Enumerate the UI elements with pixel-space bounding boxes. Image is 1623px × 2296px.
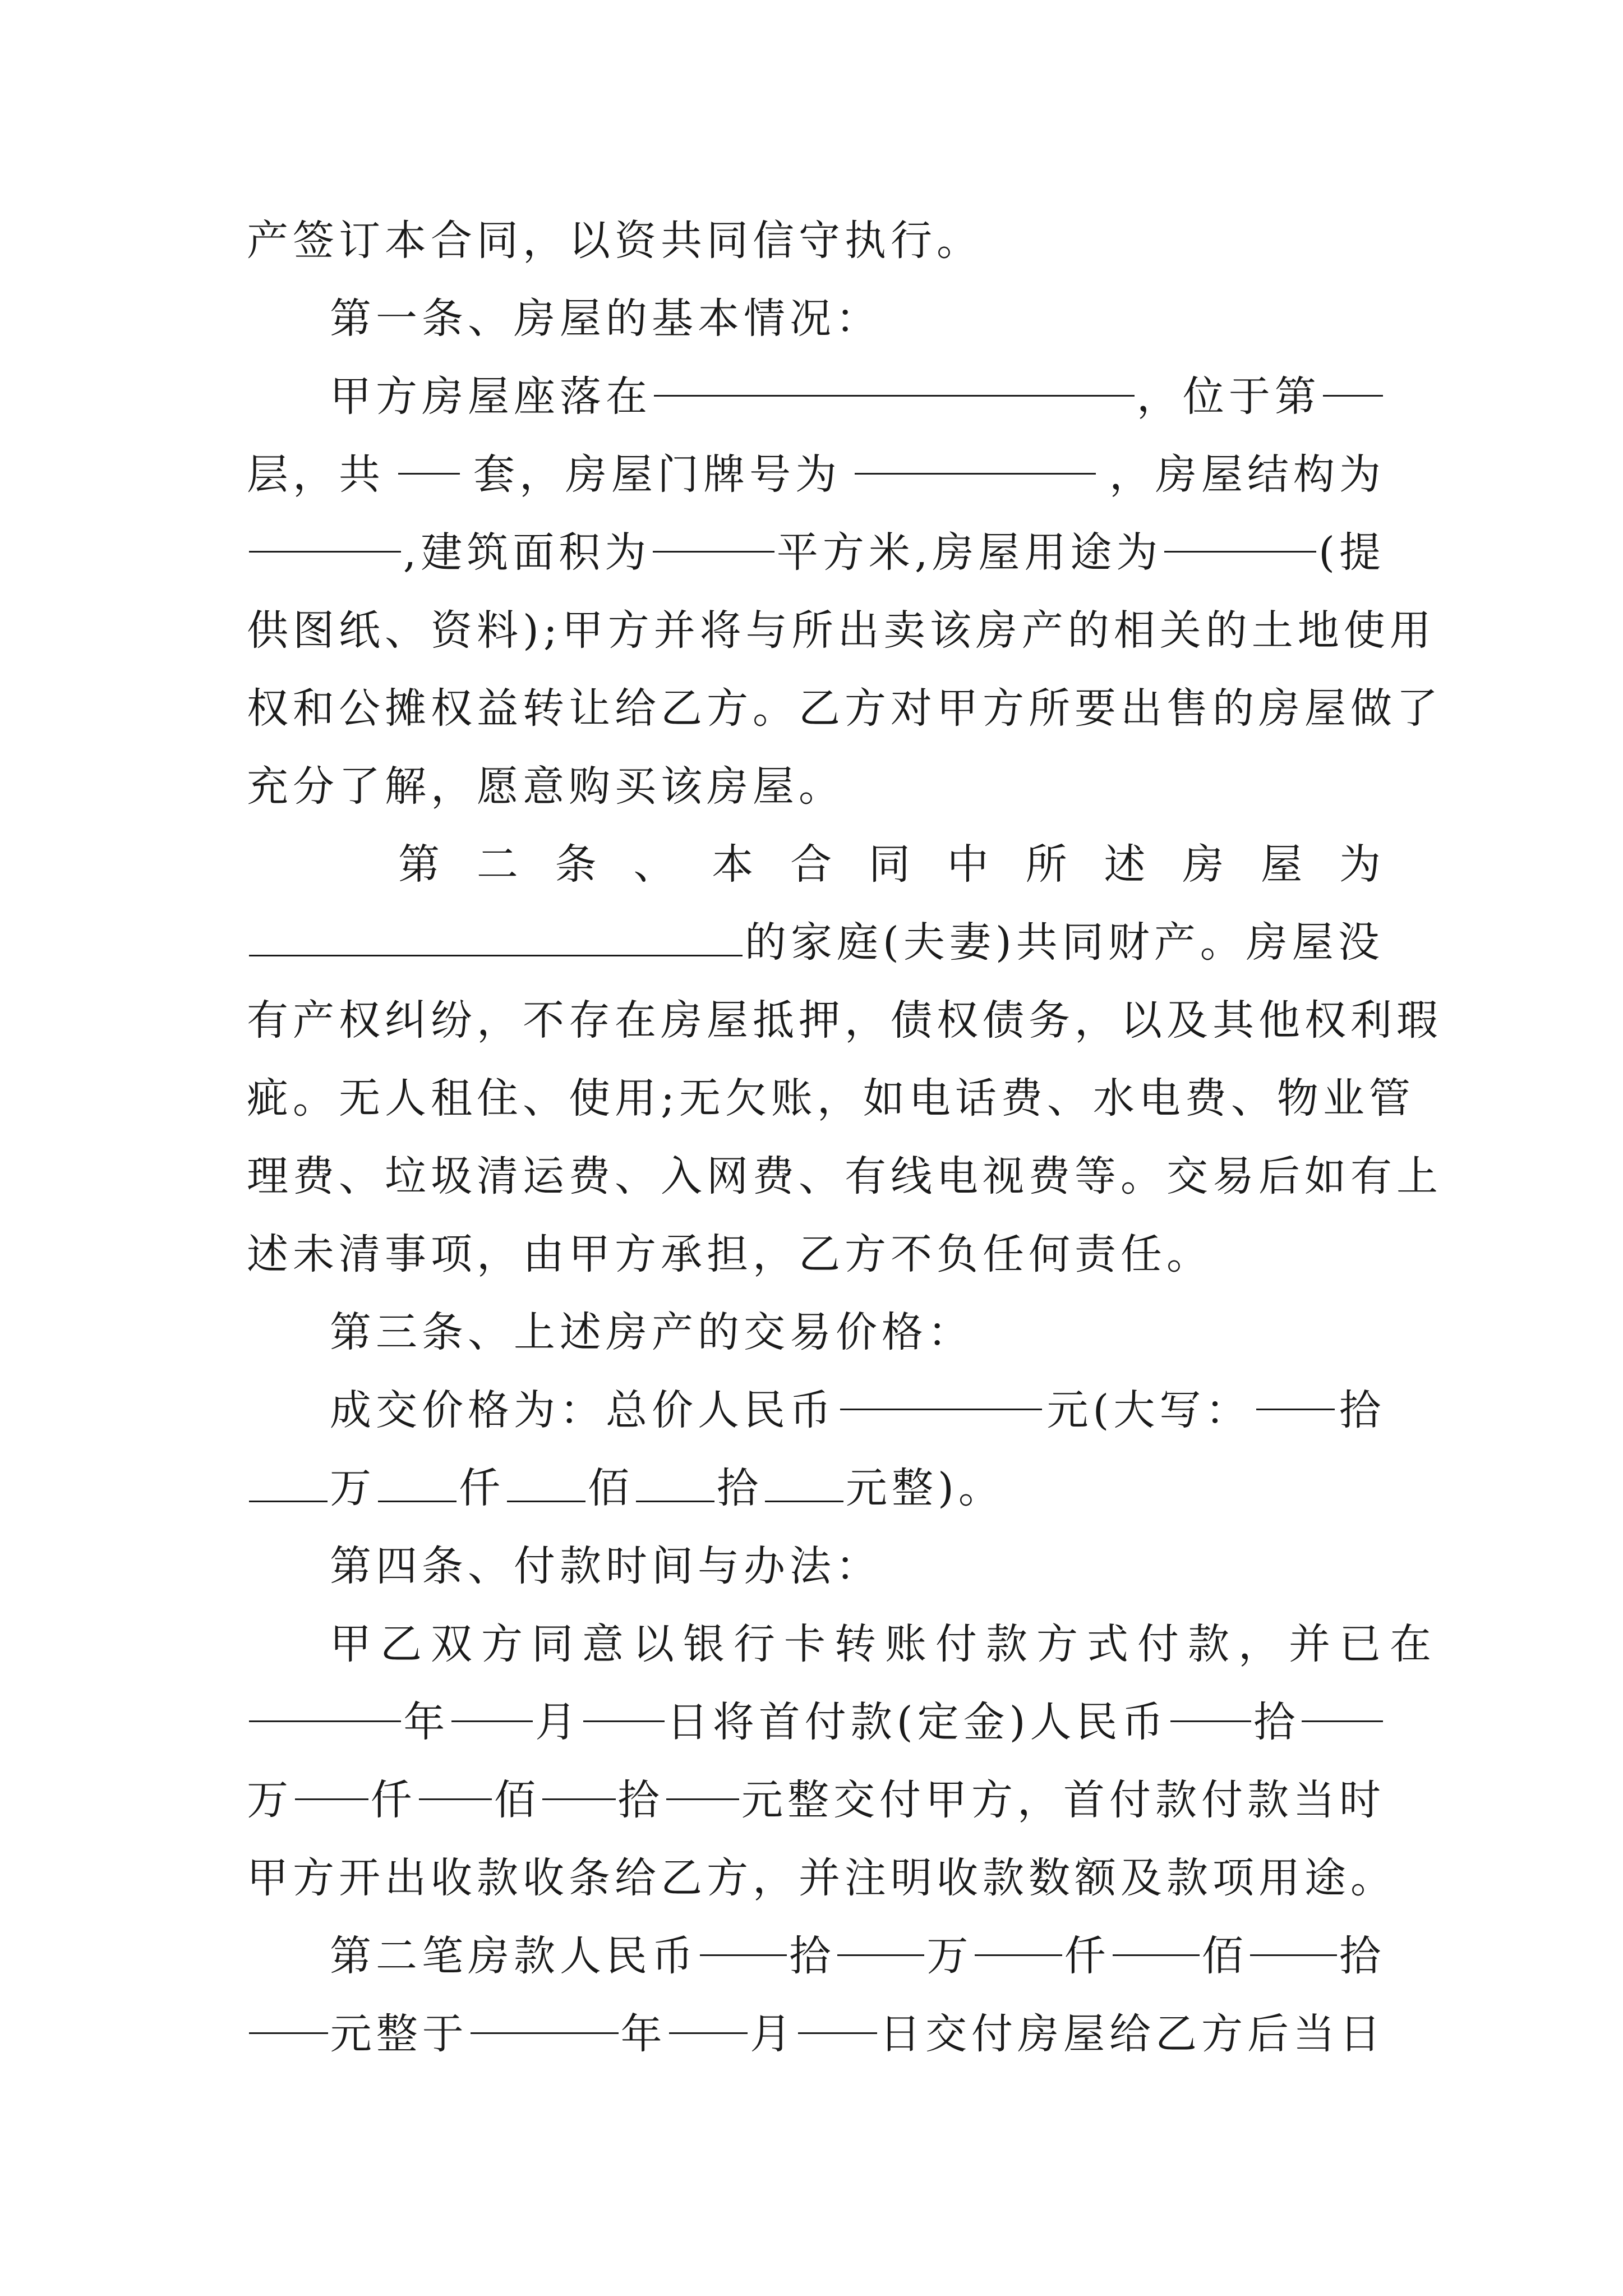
char: 述 [1104, 840, 1150, 889]
text-segment: 充分了解，愿意购买该房屋。 [247, 762, 845, 811]
text-segment: 仟 [459, 1464, 505, 1512]
fill-blank-amount[interactable] [1256, 1372, 1335, 1410]
text-line [247, 1060, 1415, 1138]
clause-heading-2 [247, 826, 1385, 904]
text-segment: 元整交付甲方，首付款付款当时 [741, 1776, 1385, 1824]
text-line [247, 670, 1442, 748]
fill-blank-amount[interactable] [1170, 1683, 1252, 1722]
fill-blank-year[interactable] [249, 1683, 401, 1722]
text-segment: (提 [1318, 528, 1385, 577]
text-segment: 第一条、房屋的基本情况： [330, 295, 882, 343]
fill-blank-total-price[interactable] [840, 1372, 1042, 1410]
text-line [247, 748, 1385, 826]
text-segment: 日将首付款(定金)人民币 [666, 1698, 1168, 1746]
text-segment: 甲乙双方同意以银行卡转账付款方式付款，并已在 [330, 1620, 1440, 1668]
text-segment: 套，房屋门牌号为 [473, 450, 841, 499]
clause-heading-1 [247, 280, 1385, 358]
clause-heading-3 [247, 1294, 1385, 1372]
char: 条 [555, 840, 601, 889]
text-segment: 拾 [1339, 1932, 1386, 1980]
fill-blank-amount[interactable] [378, 1464, 457, 1502]
fill-blank-day[interactable] [798, 1995, 877, 2034]
char: 中 [947, 840, 993, 889]
text-line [247, 592, 1436, 670]
char: 合 [790, 840, 837, 889]
fill-blank-amount[interactable] [249, 1464, 328, 1502]
fill-blank-amount[interactable] [249, 1995, 328, 2034]
text-segment: 拾 [789, 1932, 836, 1980]
fill-blank-amount[interactable] [419, 1761, 492, 1800]
text-segment: 拾 [1253, 1698, 1300, 1746]
text-line [247, 436, 1385, 514]
char: 第 [398, 840, 444, 889]
char: 为 [1339, 840, 1385, 889]
text-segment: 有产权纠纷，不存在房屋抵押，债权债务，以及其他权利瑕 [247, 996, 1442, 1045]
fill-blank-amount[interactable] [295, 1761, 368, 1800]
text-segment: 仟 [1064, 1932, 1110, 1980]
text-line [247, 514, 1385, 592]
char: 同 [868, 840, 915, 889]
text-segment: 拾 [617, 1776, 664, 1824]
text-segment: 佰 [1201, 1932, 1248, 1980]
fill-blank-amount[interactable] [837, 1917, 924, 1956]
text-line [247, 982, 1442, 1060]
fill-blank-day[interactable] [583, 1683, 665, 1722]
text-line [247, 1138, 1442, 1216]
text-segment: ,建筑面积为 [403, 528, 651, 577]
fill-blank-amount[interactable] [542, 1761, 616, 1800]
fill-blank-usage[interactable] [1164, 514, 1316, 553]
char: 二 [476, 840, 523, 889]
text-segment: ，位于第 [1136, 372, 1321, 421]
text-line [247, 1372, 1385, 1450]
text-segment: 年 [403, 1698, 450, 1746]
text-line [247, 1216, 1385, 1294]
text-line [247, 1917, 1385, 1995]
text-segment: 月 [535, 1698, 582, 1746]
text-segment: 产签订本合同，以资共同信守执行。 [247, 217, 983, 265]
text-segment: 万 [330, 1464, 376, 1512]
fill-blank-floor[interactable] [1323, 358, 1383, 397]
text-line [247, 1605, 1440, 1683]
text-segment: 仟 [370, 1776, 417, 1824]
text-segment: 佰 [588, 1464, 634, 1512]
text-segment: 元(大写： [1046, 1386, 1252, 1434]
fill-blank-structure[interactable] [249, 514, 401, 553]
text-segment: 元整于 [330, 2010, 468, 2058]
fill-blank-units[interactable] [398, 436, 460, 475]
char: 本 [712, 840, 758, 889]
text-line [247, 358, 1385, 436]
text-segment: 的家庭(夫妻)共同财产。房屋没 [745, 918, 1384, 967]
text-segment: 第四条、付款时间与办法： [330, 1542, 882, 1590]
text-segment: 述未清事项，由甲方承担，乙方不负任何责任。 [247, 1230, 1212, 1278]
text-line [247, 1683, 1385, 1761]
fill-blank-month[interactable] [669, 1995, 748, 2034]
text-segment: 日交付房屋给乙方后当日 [879, 2010, 1385, 2058]
text-segment: 元整)。 [846, 1464, 1004, 1512]
fill-blank-amount[interactable] [1113, 1917, 1200, 1956]
text-segment: 万 [926, 1932, 973, 1980]
text-line [247, 1995, 1385, 2073]
char: 房 [1182, 840, 1229, 889]
fill-blank-year[interactable] [471, 1995, 619, 2034]
fill-blank-month[interactable] [451, 1683, 533, 1722]
text-line [247, 202, 1385, 280]
text-segment: ，房屋结构为 [1109, 450, 1385, 499]
text-line [247, 1839, 1396, 1917]
text-segment: 疵。无人租住、使用;无欠账，如电话费、水电费、物业管 [247, 1074, 1415, 1122]
text-segment: 层，共 [247, 450, 385, 499]
text-segment: 甲方开出收款收条给乙方，并注明收款数额及款项用途。 [247, 1854, 1396, 1902]
text-segment: 年 [620, 2010, 667, 2058]
text-line [247, 1761, 1385, 1839]
text-segment: 平方米,房屋用途为 [776, 528, 1163, 577]
text-segment: 甲方房屋座落在 [330, 372, 652, 421]
text-segment: 理费、垃圾清运费、入网费、有线电视费等。交易后如有上 [247, 1152, 1442, 1200]
fill-blank-amount[interactable] [1250, 1917, 1337, 1956]
fill-blank-amount[interactable] [507, 1464, 585, 1502]
text-segment: 第二笔房款人民币 [330, 1932, 698, 1980]
text-segment: 第三条、上述房产的交易价格： [330, 1308, 974, 1356]
text-line [247, 1450, 1385, 1527]
text-segment: 供图纸、资料);甲方并将与所出卖该房产的相关的土地使用 [247, 606, 1436, 655]
text-segment: 月 [750, 2010, 796, 2058]
text-line [247, 904, 1385, 982]
text-segment: 权和公摊权益转让给乙方。乙方对甲方所要出售的房屋做了 [247, 684, 1442, 733]
clause-heading-4 [247, 1527, 1385, 1605]
text-segment: 万 [247, 1776, 293, 1824]
fill-blank-amount[interactable] [975, 1917, 1062, 1956]
fill-blank-amount[interactable] [666, 1761, 740, 1800]
char: 屋 [1261, 840, 1307, 889]
fill-blank-amount[interactable] [700, 1917, 787, 1956]
fill-blank-area[interactable] [653, 514, 774, 553]
char: 所 [1025, 840, 1072, 889]
text-segment: 佰 [494, 1776, 540, 1824]
fill-blank-house-number[interactable] [855, 436, 1096, 475]
contract-body [247, 202, 1442, 2073]
text-segment: 拾 [717, 1464, 763, 1512]
text-segment: 成交价格为：总价人民币 [330, 1386, 836, 1434]
fill-blank-owners[interactable] [249, 918, 743, 956]
fill-blank-amount[interactable] [765, 1464, 843, 1502]
fill-blank-amount[interactable] [636, 1464, 714, 1502]
text-segment: 拾 [1339, 1386, 1385, 1434]
fill-blank-location[interactable] [654, 358, 1135, 397]
fill-blank-amount[interactable] [1302, 1683, 1383, 1722]
char: 、 [633, 840, 680, 889]
